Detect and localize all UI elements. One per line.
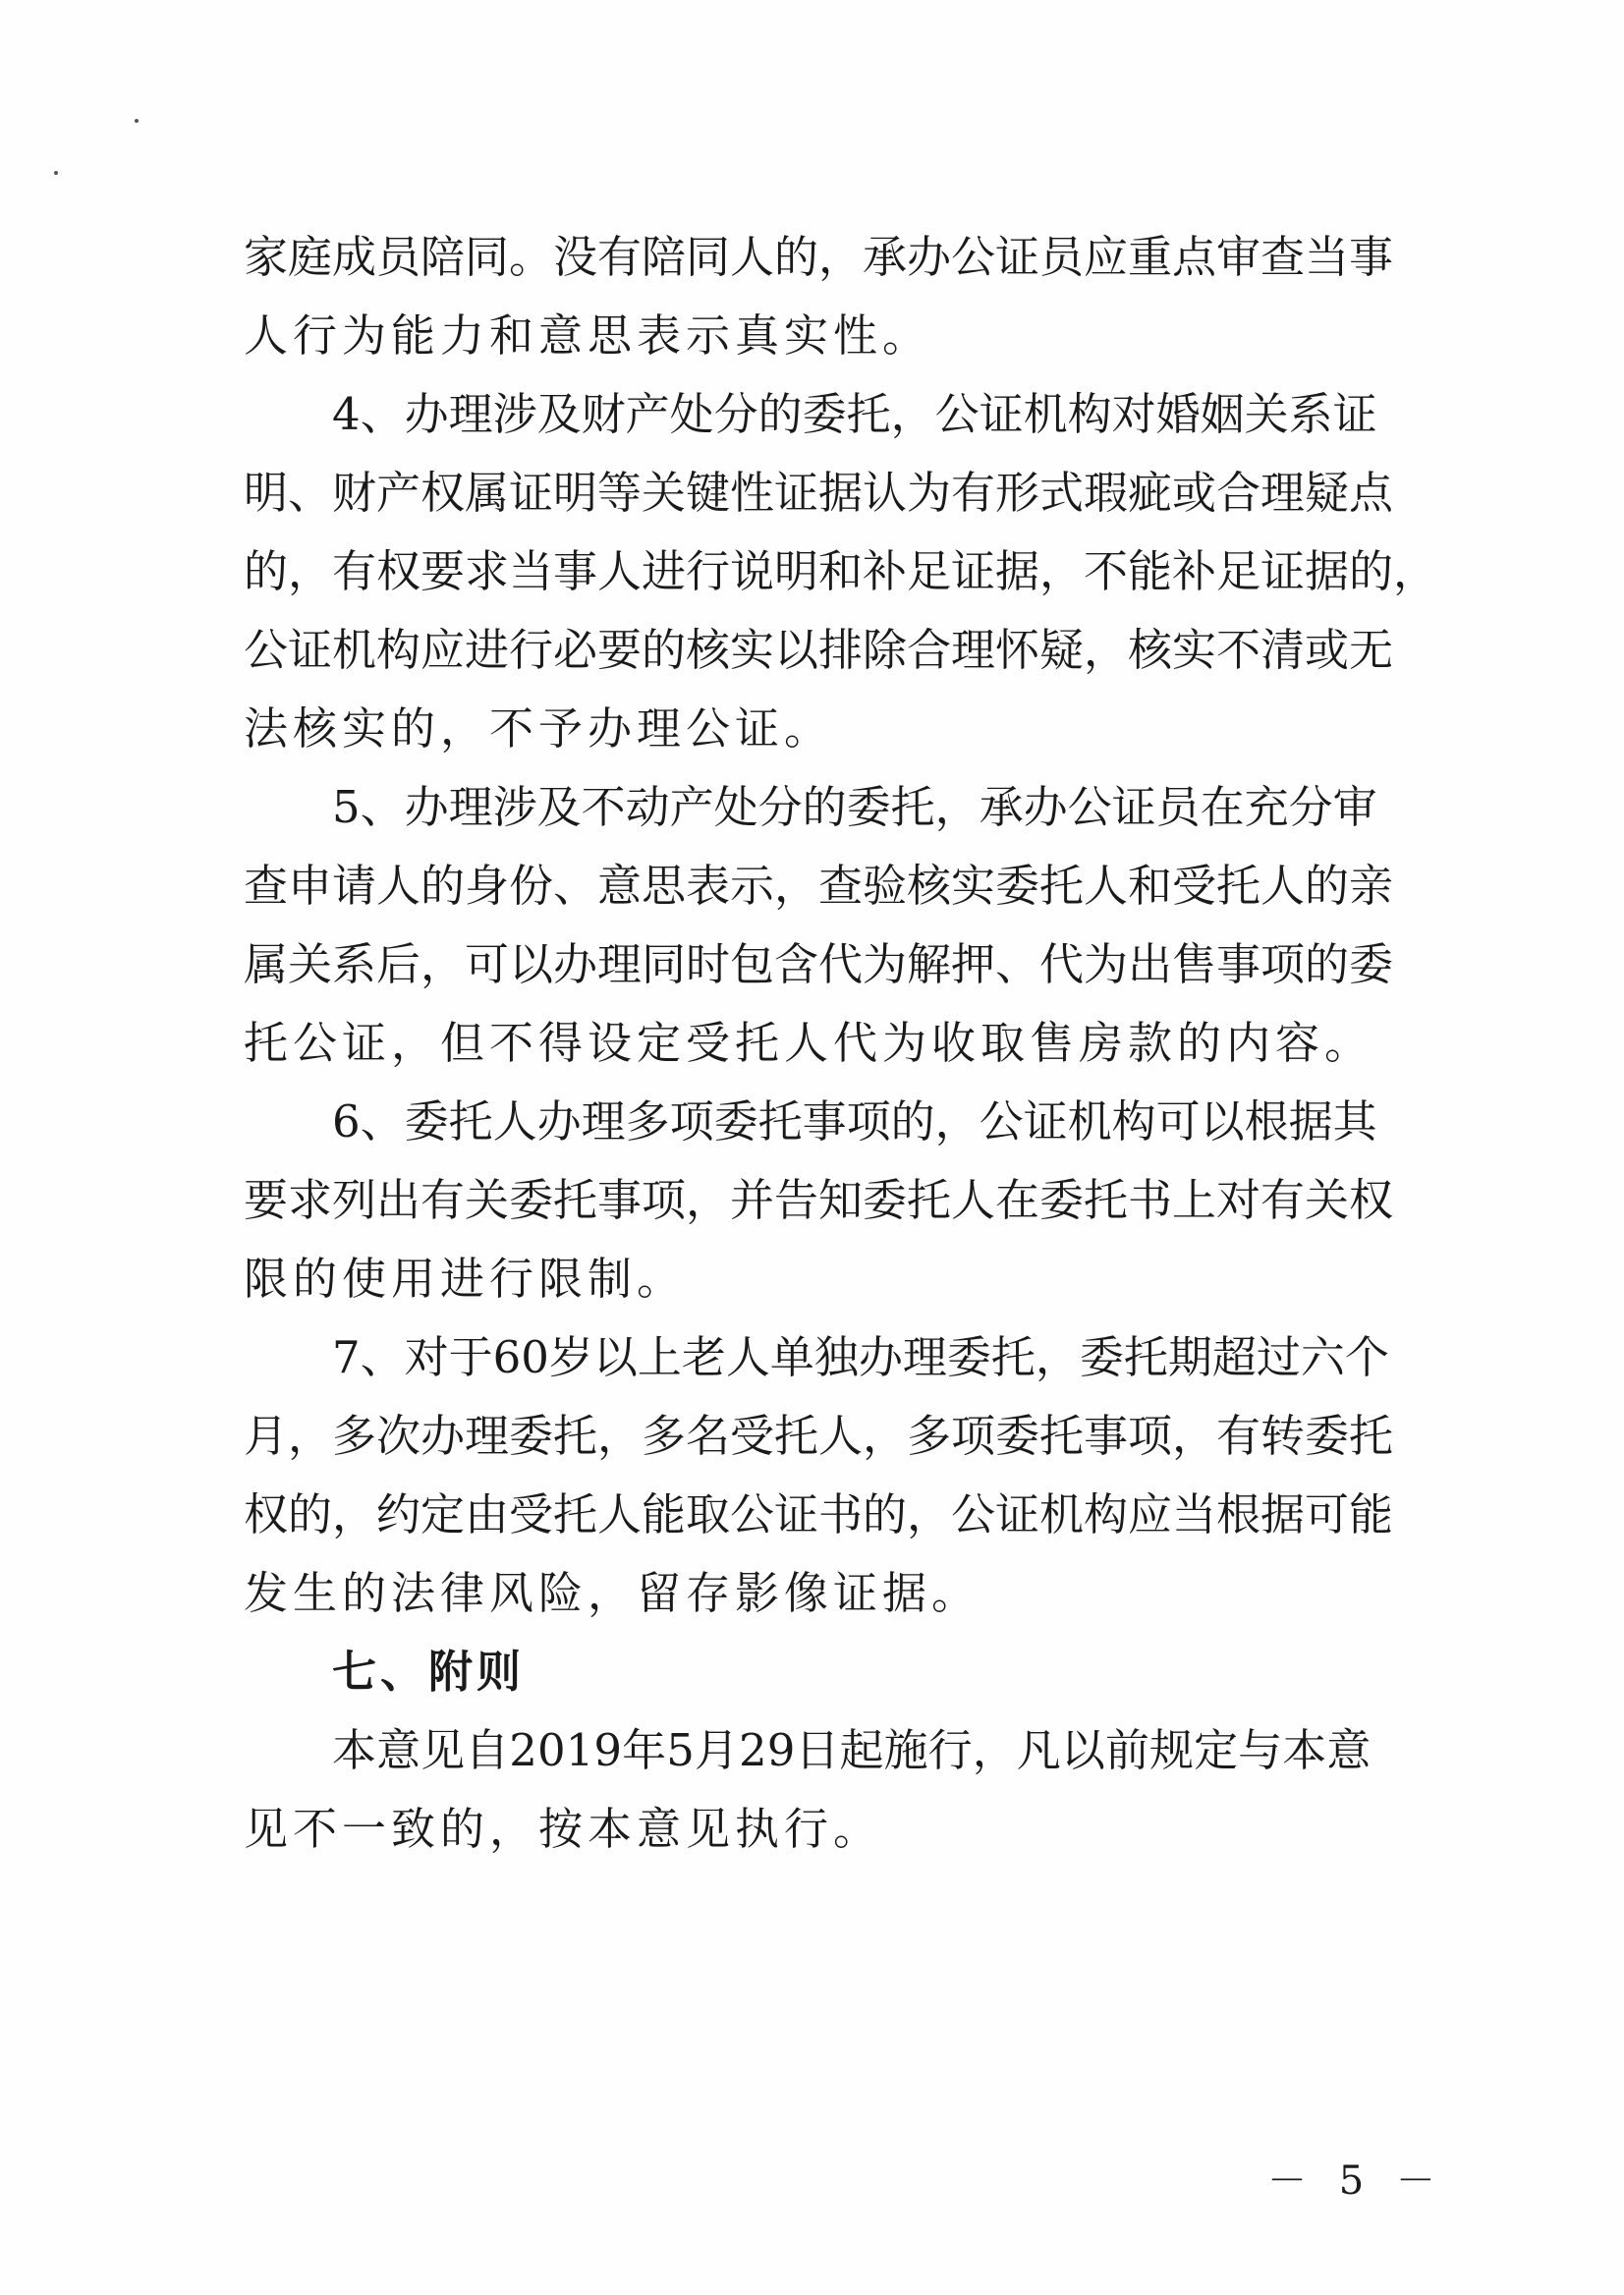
section-heading: 七、附则 [332, 1646, 526, 1698]
page-number: － 5 － [1267, 2158, 1445, 2204]
paragraph-line: 托公证，但不得设定受托人代为收取售房款的内容。 [244, 1017, 1374, 1069]
paragraph-line: 查申请人的身份、意思表示，查验核实委托人和受托人的亲 [244, 860, 1394, 912]
paragraph-line: 的，有权要求当事人进行说明和补足证据，不能补足证据的， [244, 545, 1438, 597]
paragraph-line: 4、办理涉及财产处分的委托，公证机构对婚姻关系证 [332, 388, 1377, 440]
paragraph-line: 月，多次办理委托，多名受托人，多项委托事项，有转委托 [244, 1410, 1394, 1462]
paragraph-line: 家庭成员陪同。没有陪同人的，承办公证员应重点审查当事 [244, 231, 1394, 283]
document-body [244, 218, 1438, 1869]
paragraph-line: 见不一致的，按本意见执行。 [244, 1803, 883, 1855]
paragraph-line: 发生的法律风险，留存影像证据。 [244, 1567, 981, 1619]
paragraph-line: 5、办理涉及不动产处分的委托，承办公证员在充分审 [332, 781, 1377, 833]
paragraph-line: 限的使用进行限制。 [244, 1253, 687, 1305]
scan-speck [135, 119, 139, 123]
paragraph-line: 6、委托人办理多项委托事项的，公证机构可以根据其 [332, 1095, 1377, 1148]
paragraph-line: 明、财产权属证明等关键性证据认为有形式瑕疵或合理疑点 [244, 467, 1394, 519]
paragraph-line: 人行为能力和意思表示真实性。 [244, 309, 932, 362]
paragraph-line: 要求列出有关委托事项，并告知委托人在委托书上对有关权 [244, 1174, 1394, 1226]
scan-speck [54, 171, 58, 175]
paragraph-line: 属关系后，可以办理同时包含代为解押、代为出售事项的委 [244, 938, 1394, 990]
paragraph-line: 7、对于60岁以上老人单独办理委托，委托期超过六个 [332, 1331, 1389, 1383]
paragraph-line: 法核实的，不予办理公证。 [244, 702, 834, 755]
paragraph-line: 本意见自2019年5月29日起施行，凡以前规定与本意 [332, 1724, 1372, 1776]
paragraph-line: 权的，约定由受托人能取公证书的，公证机构应当根据可能 [244, 1488, 1394, 1540]
paragraph-line: 公证机构应进行必要的核实以排除合理怀疑，核实不清或无 [244, 624, 1394, 676]
